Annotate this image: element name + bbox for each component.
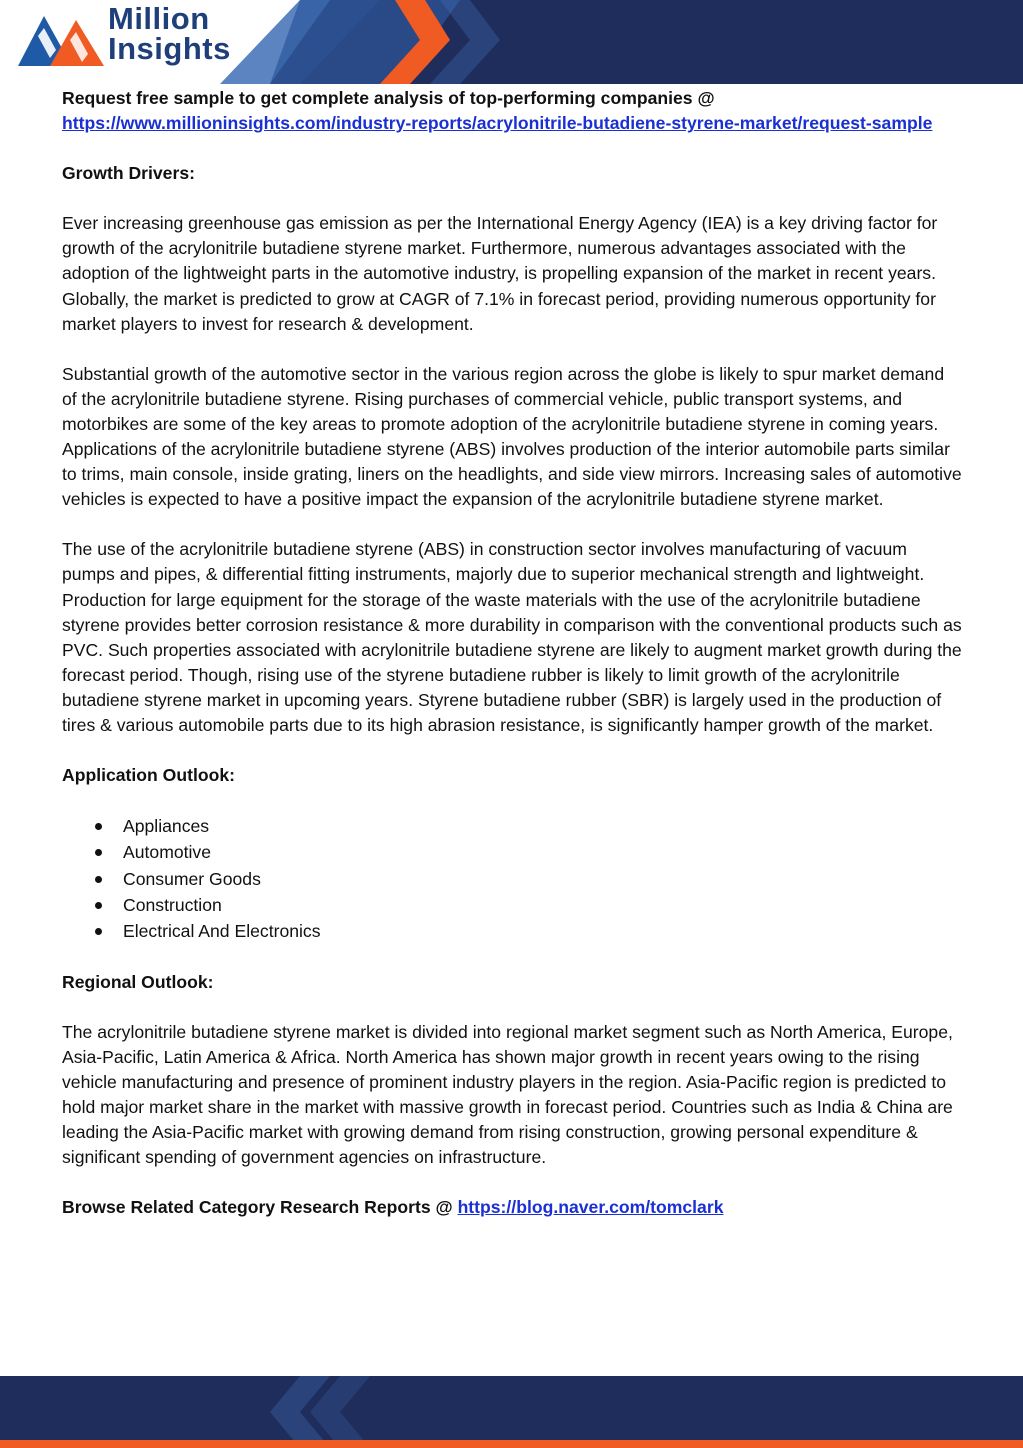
bullet-icon: [95, 902, 102, 909]
logo-mark-icon: [14, 6, 114, 78]
bullet-icon: [95, 876, 102, 883]
request-sample-link[interactable]: https://www.millioninsights.com/industry-reports/acrylonitrile-butadiene-styrene-market/request-sample: [62, 113, 933, 134]
logo-line-2: Insights: [108, 31, 231, 66]
growth-paragraph-3: The use of the acrylonitrile butadiene styrene (ABS) in construction sector involves manufacturing of vacuum pumps and pipes, & differential fitting instruments, majorly due to superior mechanical strength and lightweight. Production for large equipment for the storage of the waste materials with the use of the acrylonitrile butadiene styrene provides better corrosion resistance & more durability in comparison with the conventional products such as PVC. Such properties associated with acrylonitrile butadiene styrene are likely to augment market growth during the forecast period. Though, rising use of the styrene butadiene rubber is likely to limit growth of the acrylonitrile butadiene styrene market in upcoming years. Styrene butadiene rubber (SBR) is largely used in the production of tires & various automobile parts due to its high abrasion resistance, is significantly hamper growth of the market.: [62, 539, 962, 735]
intro-paragraph: [62, 86, 962, 136]
document-body: [62, 86, 962, 1220]
browse-lead: Browse Related Category Research Reports @: [62, 1197, 453, 1218]
list-item: [62, 839, 962, 865]
logo-wordmark: [108, 1, 231, 66]
spacer: [62, 995, 962, 1020]
intro-lead: Request free sample to get complete analysis of top-performing companies @: [62, 88, 715, 108]
list-item-label: Appliances: [123, 816, 210, 837]
list-item: [62, 813, 962, 839]
growth-paragraph-2: Substantial growth of the automotive sector in the various region across the globe is likely to spur market demand of the acrylonitrile butadiene styrene. Rising purchases of commercial vehicle, public transport systems, and motorbikes are some of the key areas to promote adoption of the acrylonitrile butadiene styrene in coming years. Applications of the acrylonitrile butadiene styrene (ABS) involves production of the interior automobile parts similar to trims, main console, inside grating, liners on the headlights, and side view mirrors. Increasing sales of automotive vehicles is expected to have a positive impact the expansion of the acrylonitrile butadiene styrene market.: [62, 363, 962, 510]
application-heading: Application Outlook:: [62, 765, 235, 786]
application-list: [62, 813, 962, 944]
header-banner: [0, 0, 1023, 84]
regional-paragraph: The acrylonitrile butadiene styrene market is divided into regional market segment such as North America, Europe, Asia-Pacific, Latin America & Africa. North America has shown major growth in recent years owing to the rising vehicle manufacturing and presence of prominent industry players in the region. Asia-Pacific region is predicted to hold major market share in the market with massive growth in forecast period. Countries such as India & China are leading the Asia-Pacific market with growing demand from rising construction, growing personal expenditure & significant spending of government agencies on infrastructure.: [62, 1021, 953, 1168]
bullet-icon: [95, 849, 102, 856]
browse-paragraph: [62, 1195, 962, 1220]
list-item: [62, 892, 962, 918]
spacer: [62, 512, 962, 537]
bullet-icon: [95, 823, 102, 830]
spacer: [62, 788, 962, 813]
related-reports-link[interactable]: https://blog.naver.com/tomclark: [457, 1197, 724, 1218]
list-item-label: Automotive: [123, 842, 212, 863]
spacer: [62, 945, 962, 970]
list-item-label: Electrical And Electronics: [123, 921, 321, 942]
spacer: [62, 337, 962, 362]
footer-banner: [0, 1376, 1023, 1448]
spacer: [62, 1170, 962, 1195]
bullet-icon: [95, 928, 102, 935]
list-item: [62, 866, 962, 892]
growth-paragraph-1: Ever increasing greenhouse gas emission as per the International Energy Agency (IEA) is a key driving factor for growth of the acrylonitrile butadiene styrene market. Furthermore, numerous advantages associated with the adoption of the lightweight parts in the automotive industry, is propelling expansion of the market in recent years. Globally, the market is predicted to grow at CAGR of 7.1% in forecast period, providing numerous opportunity for market players to invest for research & development.: [62, 213, 938, 334]
logo-line-1: Million: [108, 1, 210, 36]
list-item: [62, 918, 962, 944]
spacer: [62, 186, 962, 211]
regional-heading: Regional Outlook:: [62, 971, 214, 992]
list-item-label: Consumer Goods: [123, 868, 261, 889]
list-item-label: Construction: [123, 895, 222, 916]
spacer: [62, 738, 962, 763]
spacer: [62, 136, 962, 161]
footer-graphic: [0, 1376, 1023, 1448]
growth-heading: Growth Drivers:: [62, 163, 195, 184]
